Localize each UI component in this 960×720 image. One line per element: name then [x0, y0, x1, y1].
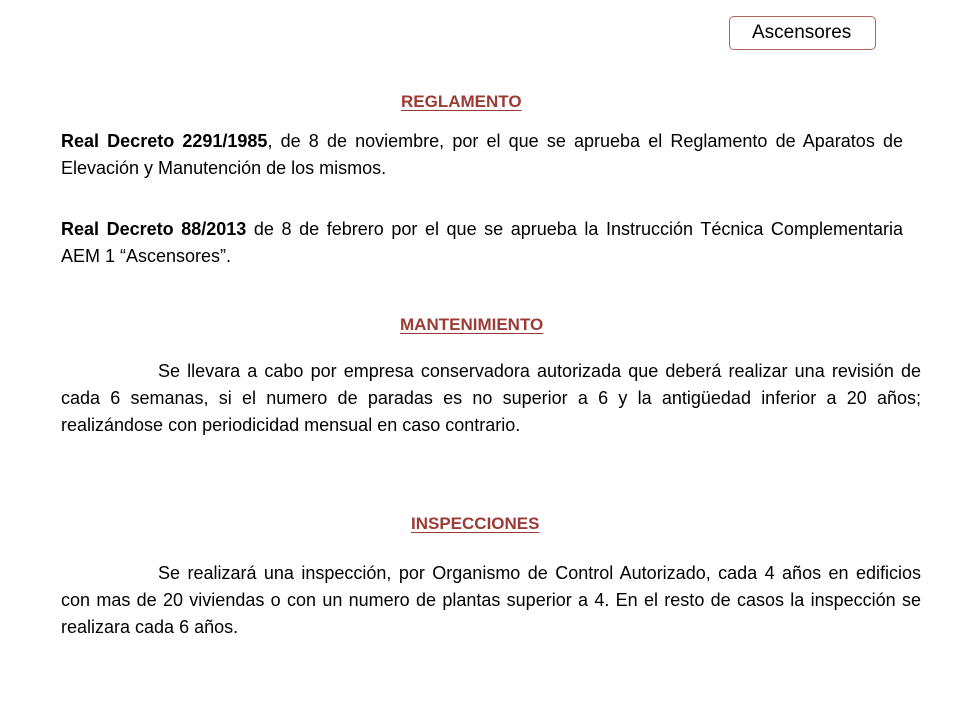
ascensores-badge [729, 16, 876, 50]
badge-label: Ascensores [752, 22, 852, 43]
inspecciones-body: Se realizará una inspección, por Organismo de Control Autorizado, cada 4 años en edificios con mas de 20 viviendas o con un numero de plantas superior a 4. En el resto de casos la inspección se realizara cada 6 años. [61, 563, 921, 637]
heading-mantenimiento: MANTENIMIENTO [400, 315, 544, 334]
reglamento-item-1 [61, 128, 903, 182]
reglamento-item-2-text: de 8 de febrero por el que se aprueba la Instrucción Técnica Complementaria AEM 1 “Ascensores”. [61, 219, 903, 266]
reglamento-item-1-text: , de 8 de noviembre, por el que se aprueba el Reglamento de Aparatos de Elevación y Manutención de los mismos. [61, 131, 903, 178]
reglamento-item-1-title: Real Decreto 2291/1985 [61, 131, 268, 151]
heading-inspecciones: INSPECCIONES [411, 514, 540, 533]
mantenimiento-body: Se llevara a cabo por empresa conservadora autorizada que deberá realizar una revisión de cada 6 semanas, si el numero de paradas es no superior a 6 y la antigüedad inferior a 20 años; realizándose con periodicidad mensual en caso contrario. [61, 361, 921, 435]
reglamento-item-2-title: Real Decreto 88/2013 [61, 219, 247, 239]
heading-reglamento: REGLAMENTO [401, 92, 522, 111]
reglamento-item-2 [61, 216, 903, 270]
